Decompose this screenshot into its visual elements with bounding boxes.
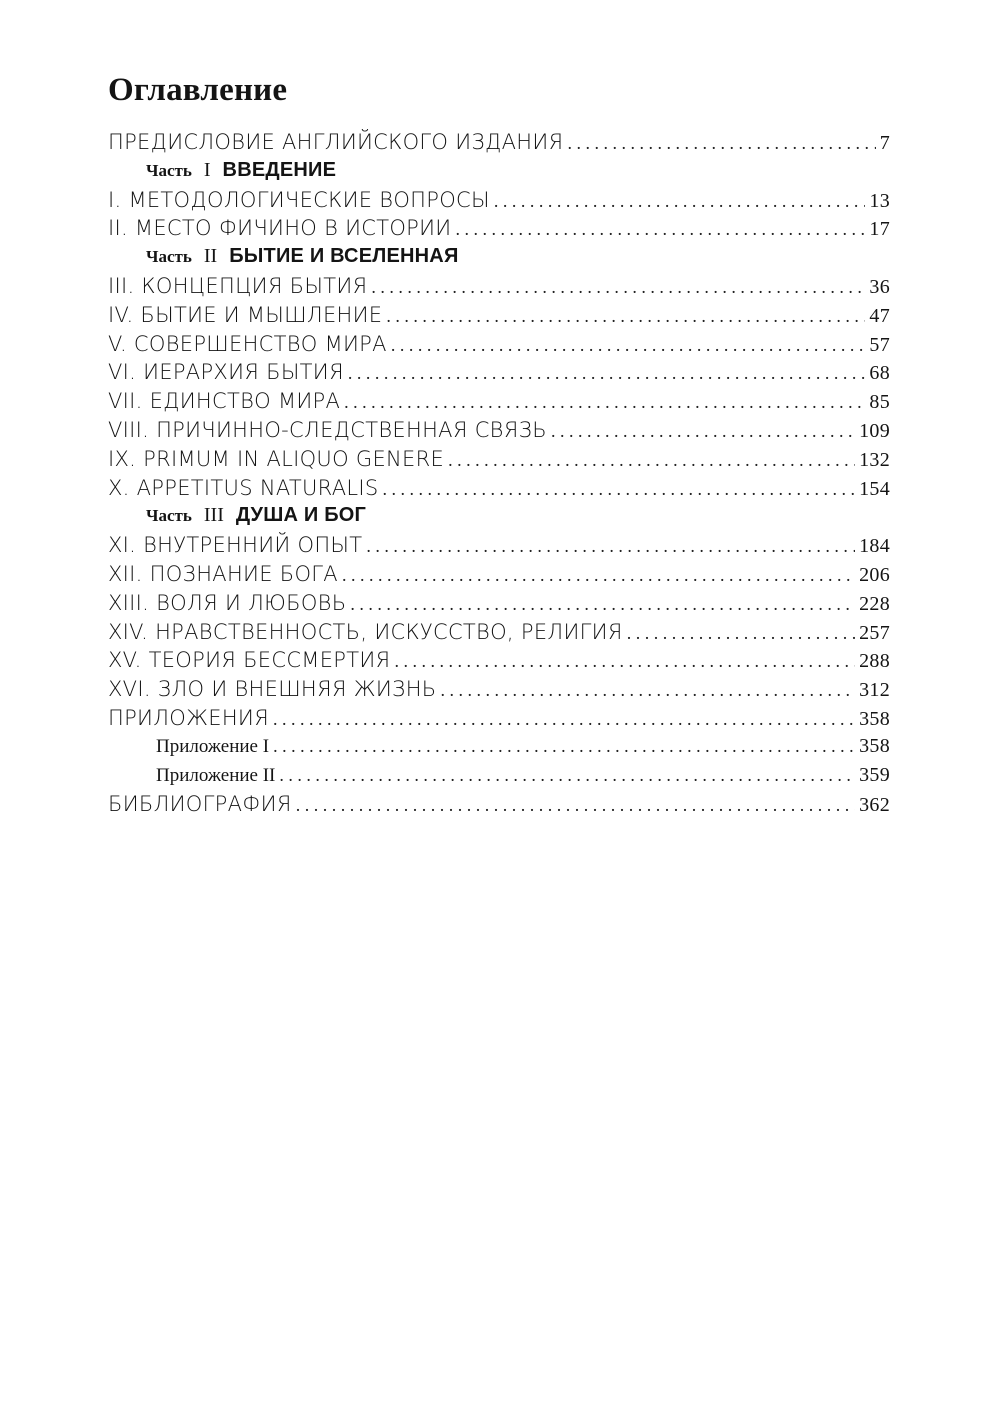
dot-leader bbox=[455, 219, 865, 240]
dot-leader bbox=[551, 421, 855, 442]
toc-entry[interactable] bbox=[108, 648, 890, 677]
toc-entry[interactable] bbox=[108, 620, 890, 649]
toc-entry-title: XVI. ЗЛО И ВНЕШНЯЯ ЖИЗНЬ bbox=[108, 677, 437, 702]
toc-entry[interactable] bbox=[108, 447, 890, 476]
toc-entry-title: X. APPETITUS NATURALIS bbox=[108, 475, 379, 500]
toc-page-number: 109 bbox=[859, 419, 890, 442]
toc-entry[interactable] bbox=[108, 274, 890, 303]
toc-page-number: 228 bbox=[859, 592, 890, 615]
dot-leader bbox=[371, 277, 865, 298]
toc-entry[interactable] bbox=[108, 130, 890, 159]
dot-leader bbox=[350, 594, 855, 615]
part-word: Часть bbox=[146, 160, 192, 180]
toc-subentry[interactable] bbox=[108, 735, 890, 764]
toc-page-number: 359 bbox=[859, 763, 890, 786]
dot-leader bbox=[348, 363, 866, 384]
toc-entry[interactable] bbox=[108, 706, 890, 735]
toc-entry-title: XIII. ВОЛЯ И ЛЮБОВЬ bbox=[108, 590, 347, 615]
toc-entry[interactable] bbox=[108, 360, 890, 389]
toc-entry[interactable] bbox=[108, 476, 890, 505]
part-heading bbox=[108, 245, 890, 274]
dot-leader bbox=[448, 450, 855, 471]
toc-page-number: 13 bbox=[869, 189, 890, 212]
toc-entry-title: XV. ТЕОРИЯ БЕССМЕРТИЯ bbox=[108, 648, 391, 673]
dot-leader bbox=[567, 133, 875, 154]
dot-leader bbox=[391, 335, 866, 356]
toc-page-number: 17 bbox=[869, 218, 890, 241]
toc-entry[interactable] bbox=[108, 332, 890, 361]
dot-leader bbox=[383, 479, 856, 500]
toc-page-number: 132 bbox=[859, 448, 890, 471]
toc-entry-title: VII. ЕДИНСТВО МИРА bbox=[108, 389, 341, 414]
toc-entry-title: II. МЕСТО ФИЧИНО В ИСТОРИИ bbox=[108, 216, 452, 241]
toc-entry[interactable] bbox=[108, 418, 890, 447]
toc-entry[interactable] bbox=[108, 188, 890, 217]
part-word: Часть bbox=[146, 506, 192, 526]
part-heading bbox=[108, 159, 890, 188]
toc-entry[interactable] bbox=[108, 216, 890, 245]
toc-entry-title: V. СОВЕРШЕНСТВО МИРА bbox=[108, 331, 387, 356]
dot-leader bbox=[627, 623, 855, 644]
toc-entry-title: БИБЛИОГРАФИЯ bbox=[108, 792, 292, 817]
toc-entry-title: VI. ИЕРАРХИЯ БЫТИЯ bbox=[108, 360, 344, 385]
toc-page-number: 184 bbox=[859, 535, 890, 558]
toc-subentry[interactable] bbox=[108, 764, 890, 793]
dot-leader bbox=[342, 565, 855, 586]
part-title: ДУША И БОГ bbox=[235, 504, 367, 527]
toc-page-number: 312 bbox=[859, 679, 890, 702]
toc-entry-title: XIV. НРАВСТВЕННОСТЬ, ИСКУССТВО, РЕЛИГИЯ bbox=[108, 619, 623, 644]
dot-leader bbox=[494, 191, 866, 212]
toc-entry-title: III. КОНЦЕПЦИЯ БЫТИЯ bbox=[108, 273, 368, 298]
toc-entry-title: ПРЕДИСЛОВИЕ АНГЛИЙСКОГО ИЗДАНИЯ bbox=[108, 130, 564, 154]
toc-entry-title: Приложение I bbox=[156, 735, 270, 757]
toc-page-number: 57 bbox=[869, 333, 890, 356]
dot-leader bbox=[366, 536, 855, 557]
toc-entry-title: IV. БЫТИЕ И МЫШЛЕНИЕ bbox=[108, 302, 383, 327]
toc-page-number: 358 bbox=[859, 734, 890, 757]
part-number: II bbox=[203, 245, 218, 268]
dot-leader bbox=[273, 709, 855, 730]
toc-page-number: 358 bbox=[859, 707, 890, 730]
toc-page-number: 206 bbox=[859, 563, 890, 586]
dot-leader bbox=[394, 651, 855, 672]
table-of-contents-page bbox=[108, 68, 890, 821]
toc-page-number: 85 bbox=[869, 391, 890, 414]
dot-leader bbox=[441, 680, 856, 701]
toc-page-number: 47 bbox=[869, 304, 890, 327]
dot-leader bbox=[296, 795, 855, 816]
toc-page-number: 362 bbox=[859, 794, 890, 817]
toc-entry[interactable] bbox=[108, 562, 890, 591]
toc-entry[interactable] bbox=[108, 677, 890, 706]
toc-page-number: 7 bbox=[879, 132, 890, 154]
toc-page-number: 288 bbox=[859, 650, 890, 673]
page-title: Оглавление bbox=[108, 72, 288, 108]
toc-list bbox=[108, 130, 890, 821]
toc-entry-title: I. МЕТОДОЛОГИЧЕСКИЕ ВОПРОСЫ bbox=[108, 187, 490, 212]
toc-page-number: 36 bbox=[869, 275, 890, 298]
part-title: ВВЕДЕНИЕ bbox=[222, 158, 337, 181]
toc-entry-title: VIII. ПРИЧИННО-СЛЕДСТВЕННАЯ СВЯЗЬ bbox=[108, 417, 547, 442]
dot-leader bbox=[273, 736, 855, 757]
dot-leader bbox=[386, 306, 865, 327]
dot-leader bbox=[344, 392, 865, 413]
toc-entry-title: Приложение II bbox=[156, 764, 276, 786]
toc-entry[interactable] bbox=[108, 533, 890, 562]
toc-entry-title: XI. ВНУТРЕННИЙ ОПЫТ bbox=[108, 533, 363, 558]
dot-leader bbox=[279, 765, 855, 786]
part-heading bbox=[108, 504, 890, 533]
toc-entry[interactable] bbox=[108, 389, 890, 418]
toc-entry-title: XII. ПОЗНАНИЕ БОГА bbox=[108, 561, 338, 586]
toc-page-number: 68 bbox=[869, 362, 890, 385]
part-word: Часть bbox=[146, 247, 192, 267]
part-number: I bbox=[203, 158, 211, 181]
toc-page-number: 154 bbox=[859, 477, 890, 500]
toc-entry[interactable] bbox=[108, 591, 890, 620]
toc-entry[interactable] bbox=[108, 303, 890, 332]
toc-page-number: 257 bbox=[859, 621, 890, 644]
toc-entry[interactable] bbox=[108, 792, 890, 821]
toc-entry-title: ПРИЛОЖЕНИЯ bbox=[108, 705, 269, 730]
part-title: БЫТИЕ И ВСЕЛЕННАЯ bbox=[229, 245, 459, 268]
toc-entry-title: IX. PRIMUM IN ALIQUO GENERE bbox=[108, 446, 445, 471]
part-number: III bbox=[203, 504, 224, 527]
